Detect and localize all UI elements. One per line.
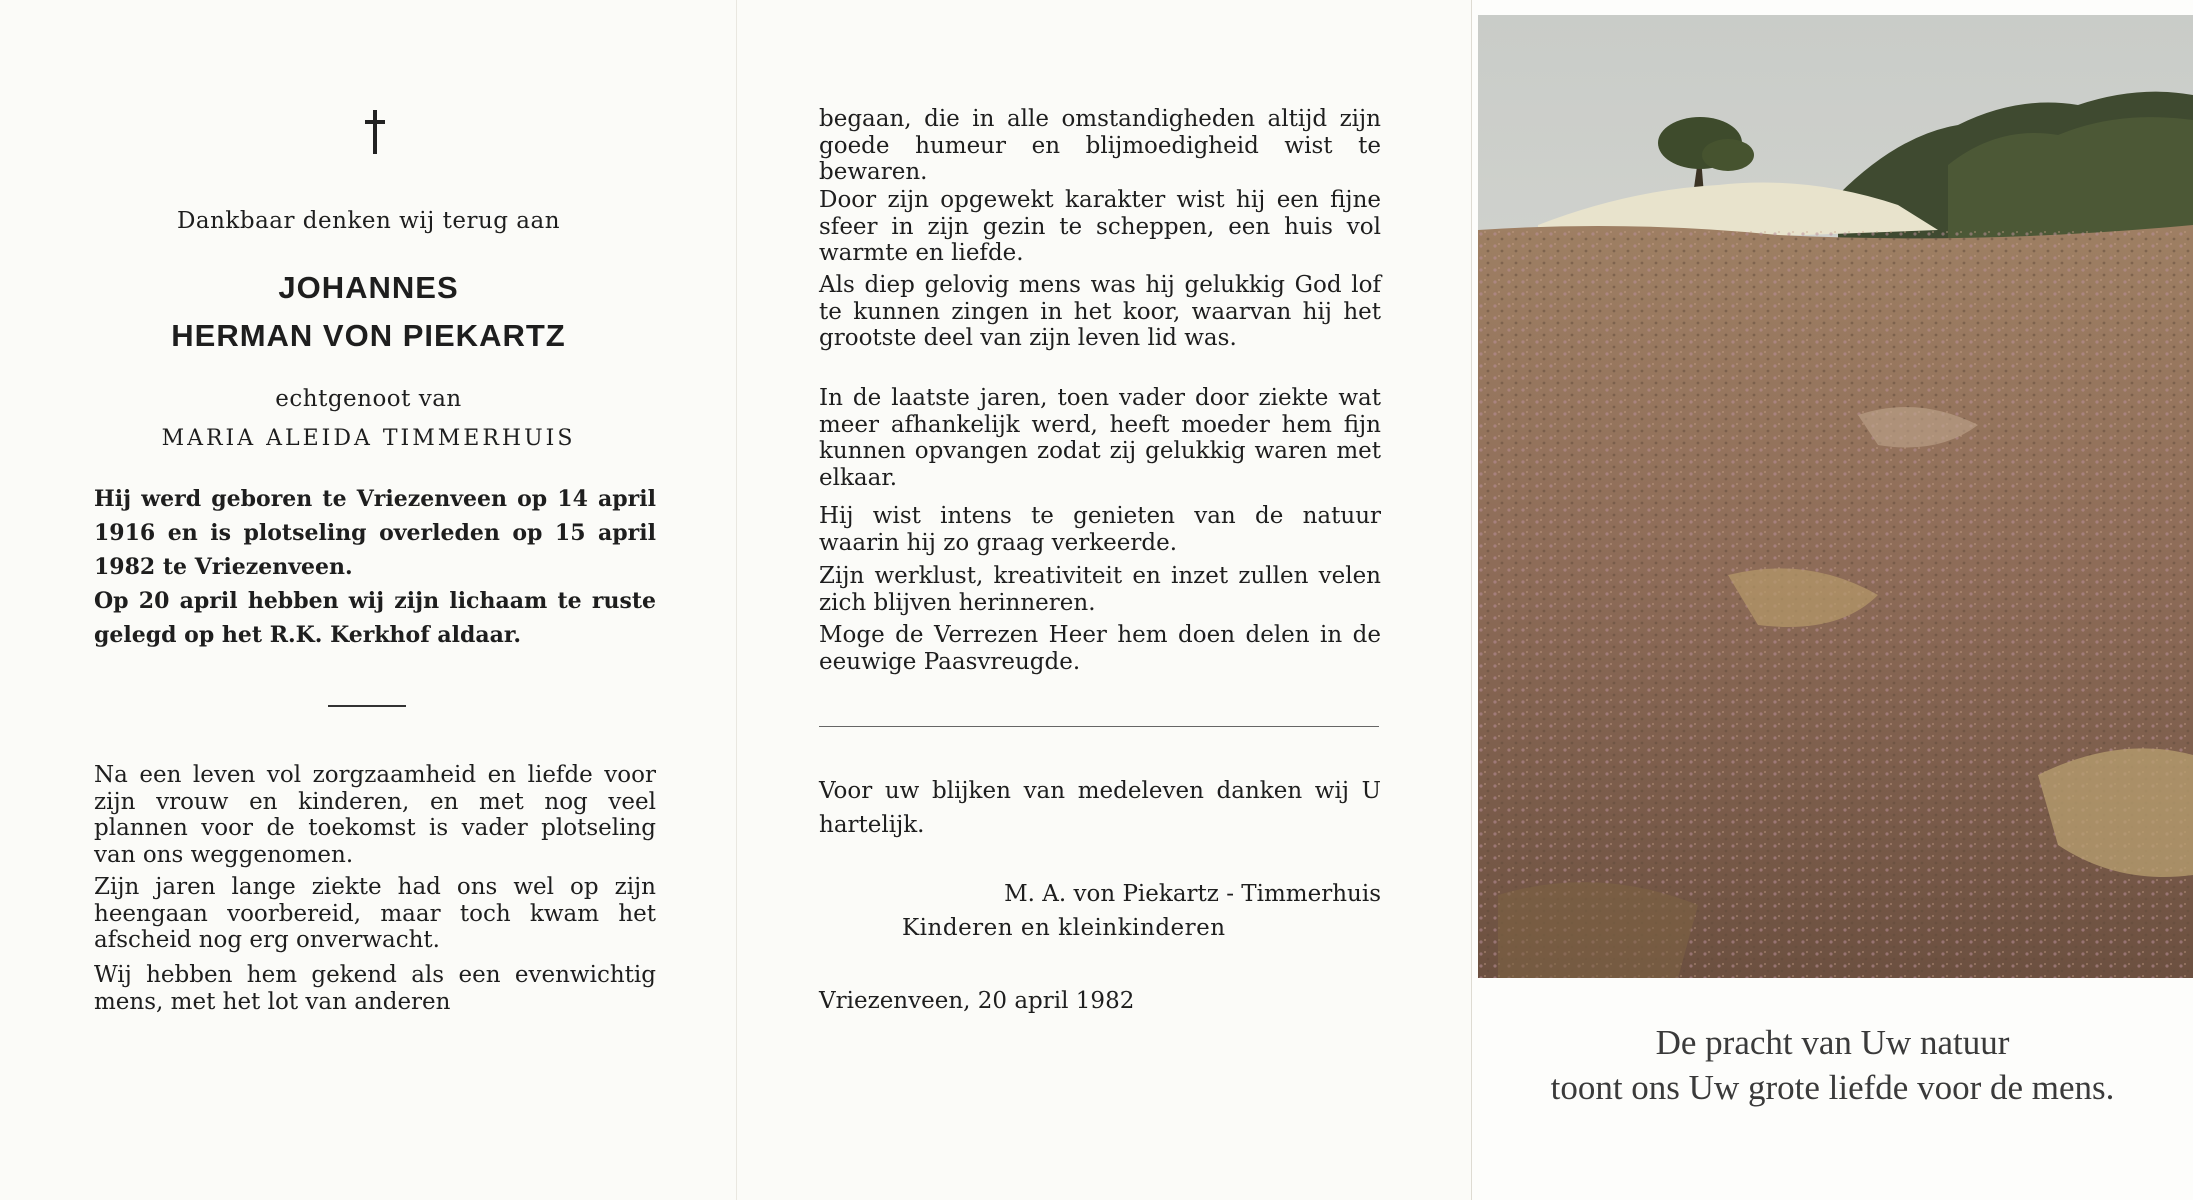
paragraph-1: Na een leven vol zorgzaamheid en liefde voor zijn vrouw en kinderen, en met nog veel plannen voor de toekomst is vader plotseling van ons weggenomen. xyxy=(94,762,656,868)
deceased-last-name: HERMAN VON PIEKARTZ xyxy=(171,318,566,353)
left-panel xyxy=(0,0,737,1200)
heath-landscape-photo xyxy=(1478,15,2193,978)
middle-paragraph-5: Hij wist intens te genieten van de natuur waarin hij zo graag verkeerde. xyxy=(819,503,1381,556)
middle-paragraph-7: Moge de Verrezen Heer hem doen delen in de eeuwige Paasvreugde. xyxy=(819,622,1381,675)
middle-paragraph-6: Zijn werklust, kreativiteit en inzet zullen velen zich blijven herinneren. xyxy=(819,563,1381,616)
middle-paragraph-2: Door zijn opgewekt karakter wist hij een fijne sfeer in zijn gezin te scheppen, een huis vol warmte en liefde. xyxy=(819,187,1381,266)
signature-line-1: M. A. von Piekartz - Timmerhuis xyxy=(1004,881,1381,907)
spouse-label: echtgenoot van xyxy=(275,386,462,412)
caption-line-1: De pracht van Uw natuur xyxy=(1655,1023,2010,1062)
birth-death-facts: Hij werd geboren te Vriezenveen op 14 april 1916 en is plotseling overleden op 15 april 1982 te Vriezenveen. xyxy=(94,486,656,580)
cross-icon xyxy=(360,108,390,156)
place-date: Vriezenveen, 20 april 1982 xyxy=(819,988,1135,1014)
thanks-text: Voor uw blijken van medeleven danken wij U hartelijk. xyxy=(819,778,1381,838)
deceased-first-name: JOHANNES xyxy=(278,270,459,305)
spouse-name: MARIA ALEIDA TIMMERHUIS xyxy=(161,426,576,451)
divider xyxy=(328,705,406,707)
signature-line-2: Kinderen en kleinkinderen xyxy=(902,915,1226,941)
middle-panel xyxy=(737,0,1472,1200)
paragraph-3: Wij hebben hem gekend als een evenwichtig mens, met het lot van anderen xyxy=(94,962,656,1015)
burial-facts: Op 20 april hebben wij zijn lichaam te ruste gelegd op het R.K. Kerkhof aldaar. xyxy=(94,588,656,648)
middle-divider xyxy=(819,726,1379,727)
caption-line-2: toont ons Uw grote liefde voor de mens. xyxy=(1550,1068,2115,1107)
middle-paragraph-1: begaan, die in alle omstandigheden altijd zijn goede humeur en blijmoedigheid wist te bewaren. xyxy=(819,106,1381,185)
middle-paragraph-4: In de laatste jaren, toen vader door ziekte wat meer afhankelijk werd, heeft moeder hem fijn kunnen opvangen zodat zij gelukkig waren met elkaar. xyxy=(819,385,1381,491)
intro-text: Dankbaar denken wij terug aan xyxy=(176,208,561,234)
paragraph-2: Zijn jaren lange ziekte had ons wel op zijn heengaan voorbereid, maar toch kwam het afscheid nog erg onverwacht. xyxy=(94,874,656,953)
middle-paragraph-3: Als diep gelovig mens was hij gelukkig God lof te kunnen zingen in het koor, waarvan hij het grootste deel van zijn leven lid was. xyxy=(819,272,1381,351)
